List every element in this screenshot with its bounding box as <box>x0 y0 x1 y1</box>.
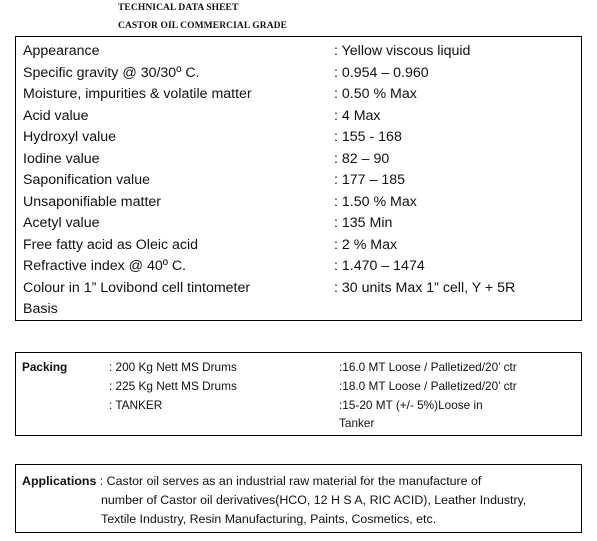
applications-line <box>22 473 481 489</box>
spec-value: : 2 % Max <box>334 236 398 253</box>
spec-value: : 155 - 168 <box>334 129 402 145</box>
packing-value: :16.0 MT Loose / Palletized/20’ ctr <box>339 360 517 374</box>
spec-label: Colour in 1” Lovibond cell tintometer <box>23 279 251 296</box>
applications-line: number of Castor oil derivatives(HCO, 12 H S A, RIC ACID), Leather Industry, <box>101 493 527 507</box>
spec-label: Basis <box>23 301 58 317</box>
applications-heading: Applications <box>22 474 97 488</box>
spec-label: Appearance <box>23 43 100 59</box>
spec-label: Specific gravity @ 30/30º C. <box>23 64 200 81</box>
spec-value: : 177 – 185 <box>334 172 405 188</box>
packing-box <box>15 352 582 436</box>
spec-value: : Yellow viscous liquid <box>334 43 471 59</box>
specifications-box <box>15 36 582 321</box>
packing-value: Tanker <box>339 416 375 430</box>
applications-line: Textile Industry, Resin Manufacturing, Paints, Cosmetics, etc. <box>101 512 437 526</box>
spec-value: : 135 Min <box>334 215 393 231</box>
applications-text: : Castor oil serves as an industrial raw material for the manufacture of <box>96 474 482 488</box>
spec-value: : 0.50 % Max <box>334 86 417 102</box>
document-subtitle: CASTOR OIL COMMERCIAL GRADE <box>118 21 288 31</box>
spec-label: Iodine value <box>23 150 100 167</box>
spec-label: Hydroxyl value <box>23 129 117 145</box>
spec-label: Free fatty acid as Oleic acid <box>23 236 199 253</box>
spec-label: Refractive index @ 40º C. <box>23 258 187 274</box>
applications-box <box>15 464 582 533</box>
spec-value: : 0.954 – 0.960 <box>334 64 429 81</box>
packing-value: :15-20 MT (+/- 5%)Loose in <box>339 398 483 412</box>
spec-label: Saponification value <box>23 172 150 188</box>
packing-item: : TANKER <box>109 398 163 412</box>
packing-item: : 200 Kg Nett MS Drums <box>109 360 237 374</box>
spec-label: Acetyl value <box>23 215 100 231</box>
spec-value: : 82 – 90 <box>334 150 390 167</box>
packing-item: : 225 Kg Nett MS Drums <box>109 379 237 393</box>
packing-value: :18.0 MT Loose / Palletized/20’ ctr <box>339 379 517 393</box>
document-title: TECHNICAL DATA SHEET <box>118 3 239 13</box>
packing-heading: Packing <box>22 360 68 374</box>
spec-label: Moisture, impurities & volatile matter <box>23 86 252 102</box>
spec-value: : 30 units Max 1” cell, Y + 5R <box>334 279 516 296</box>
spec-value: : 1.470 – 1474 <box>334 258 425 274</box>
spec-value: : 4 Max <box>334 107 381 124</box>
spec-label: Unsaponifiable matter <box>23 193 162 210</box>
spec-label: Acid value <box>23 107 89 124</box>
spec-value: : 1.50 % Max <box>334 193 417 210</box>
